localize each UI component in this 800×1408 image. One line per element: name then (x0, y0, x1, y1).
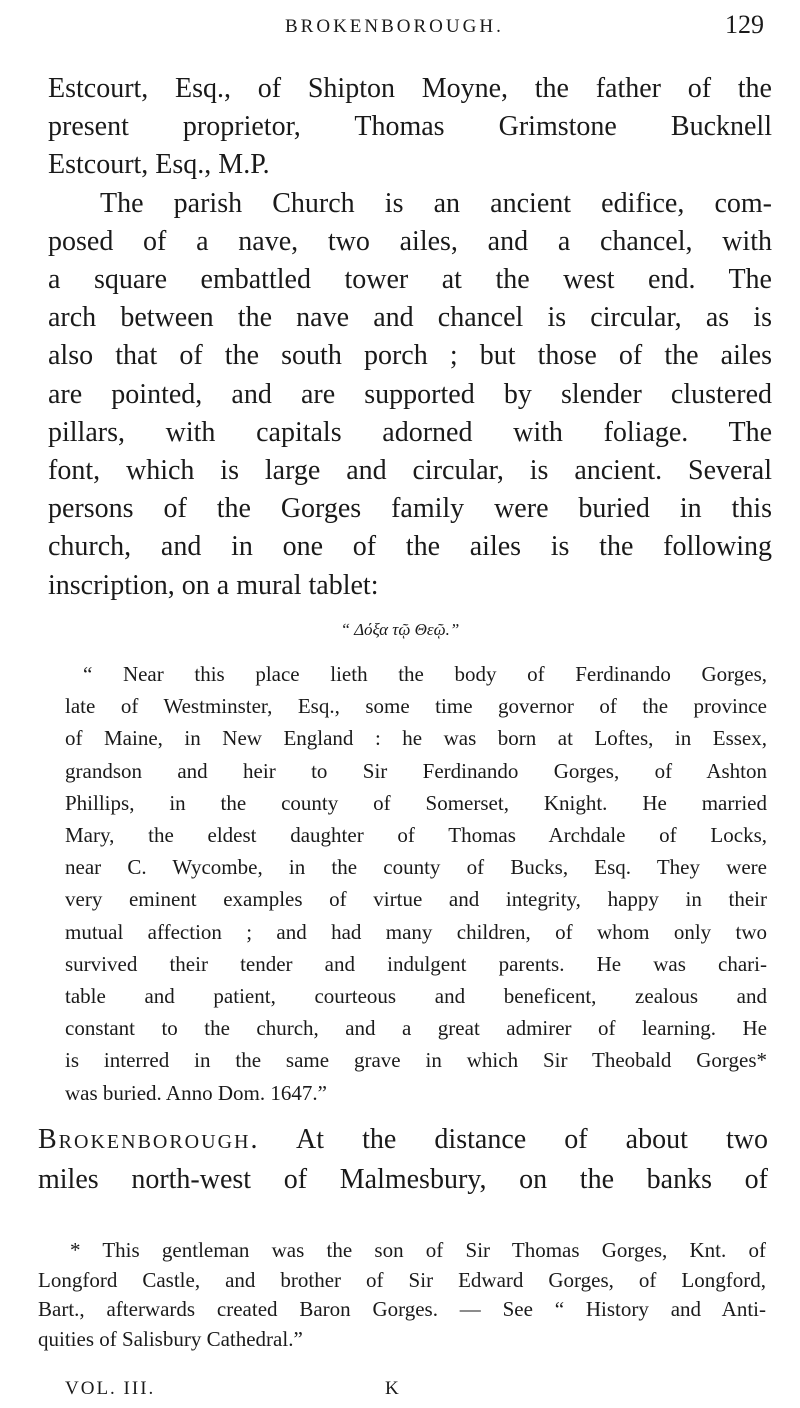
page-number: 129 (725, 10, 764, 39)
inscription (65, 658, 767, 1109)
text-line: inscription, on a mural tablet: (48, 569, 379, 601)
inscription-line: constant to the church, and a great admirer of learning. He (65, 1016, 767, 1041)
text-line: pillars, with capitals adorned with foliage. The (48, 416, 772, 448)
text-line: posed of a nave, two ailes, and a chancel, with (48, 225, 772, 257)
inscription-line: “ Near this place lieth the body of Ferdinando Gorges, (83, 662, 767, 686)
text-line: persons of the Gorges family were buried in this (48, 493, 772, 525)
inscription-line: is interred in the same grave in which Sir Theobald Gorges* (65, 1048, 767, 1073)
footnote-line: Bart., afterwards created Baron Gorges. — See “ History and Anti- (38, 1297, 766, 1321)
text-line: a square embattled tower at the west end. The (48, 264, 772, 296)
footnote-line: Longford Castle, and brother of Sir Edward Gorges, of Longford, (38, 1267, 766, 1292)
main-text (48, 70, 772, 605)
volume-label: VOL. III. (65, 1378, 156, 1399)
text-line: church, and in one of the ailes is the following (48, 531, 772, 563)
text-line: Estcourt, Esq., of Shipton Moyne, the father of the (48, 73, 772, 104)
inscription-line: Phillips, in the county of Somerset, Knight. He married (65, 790, 767, 815)
inscription-line: late of Westminster, Esq., some time governor of the province (65, 694, 767, 719)
inscription-line: near C. Wycombe, in the county of Bucks, Esq. They were (65, 855, 767, 880)
section-text: At the distance of about two (296, 1124, 768, 1155)
inscription-line: very eminent examples of virtue and integrity, happy in their (65, 887, 767, 912)
inscription-line: of Maine, in New England : he was born at Loftes, in Essex, (65, 726, 767, 751)
inscription-line: table and patient, courteous and beneficent, zealous and (65, 984, 767, 1009)
text-line: Estcourt, Esq., M.P. (48, 149, 270, 181)
greek-motto: “ Δόξα τῷ Θεῷ.” (340, 620, 460, 639)
inscription-line: Mary, the eldest daughter of Thomas Archdale of Locks, (65, 823, 767, 848)
text-line: present proprietor, Thomas Grimstone Bucknell (48, 111, 772, 143)
text-line: arch between the nave and chancel is circular, as is (48, 302, 772, 334)
inscription-line: was buried. Anno Dom. 1647.” (65, 1080, 327, 1105)
running-title: BROKENBOROUGH. (285, 16, 504, 37)
page-header (0, 6, 800, 46)
footnote-line: * This gentleman was the son of Sir Thomas Gorges, Knt. of (70, 1238, 766, 1262)
text-line (38, 1120, 768, 1160)
inscription-line: mutual affection ; and had many children, of whom only two (65, 919, 767, 944)
text-line: font, which is large and circular, is ancient. Several (48, 455, 772, 487)
text-line: miles north-west of Malmesbury, on the banks of (38, 1164, 768, 1195)
footnote-line: quities of Salisbury Cathedral.” (38, 1326, 303, 1351)
text-line: also that of the south porch ; but those of the ailes (48, 340, 772, 372)
footnote (38, 1236, 766, 1354)
text-line: The parish Church is an ancient edifice, com- (100, 187, 772, 219)
signature-mark: K (385, 1378, 399, 1399)
text-line: are pointed, and are supported by slender clustered (48, 378, 772, 410)
inscription-line: survived their tender and indulgent parents. He was chari- (65, 951, 767, 976)
brokenborough-section (38, 1120, 768, 1200)
section-heading: Brokenborough. (38, 1124, 260, 1155)
inscription-line: grandson and heir to Sir Ferdinando Gorges, of Ashton (65, 758, 767, 783)
